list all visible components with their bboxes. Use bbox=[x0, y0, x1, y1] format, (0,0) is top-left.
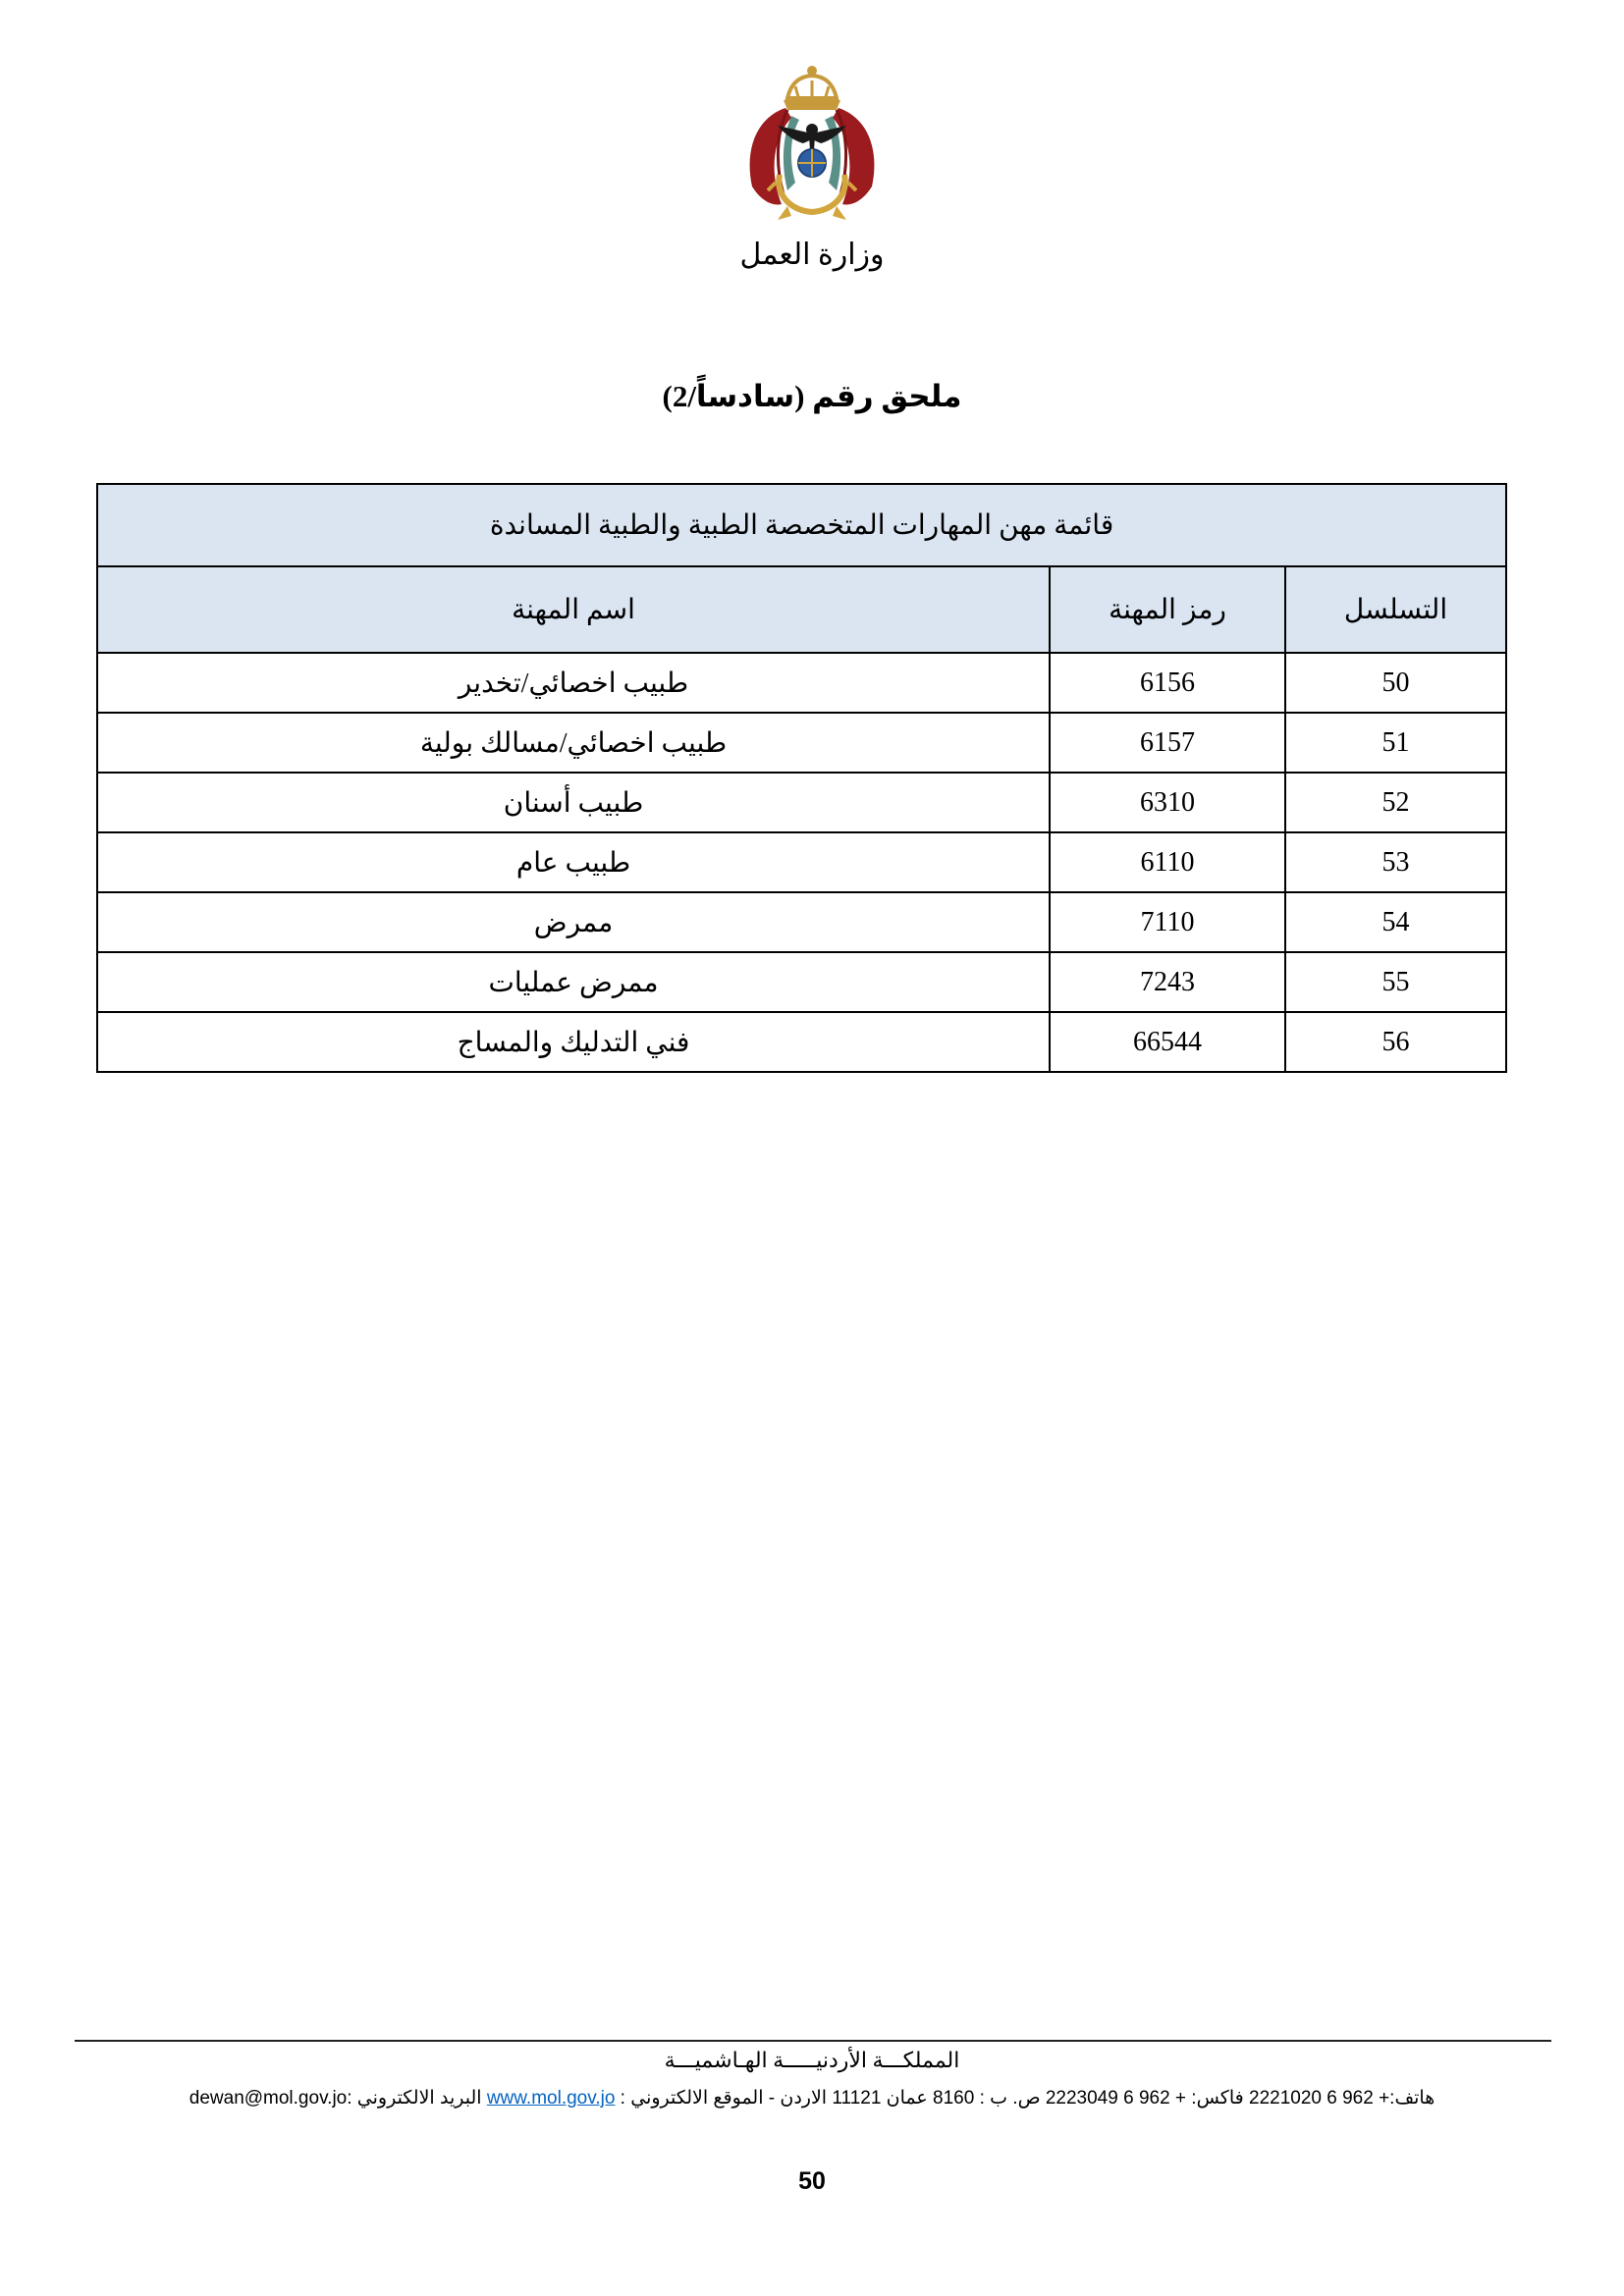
cell-serial: 54 bbox=[1285, 892, 1506, 952]
cell-name: طبيب اخصائي/تخدير bbox=[97, 653, 1050, 713]
skills-table bbox=[96, 483, 1507, 1073]
page-number: 50 bbox=[798, 2167, 826, 2195]
ministry-emblem bbox=[719, 57, 905, 243]
document-title: ملحق رقم (سادساً/2) bbox=[662, 379, 962, 413]
cell-code: 6157 bbox=[1050, 713, 1285, 773]
cell-serial: 55 bbox=[1285, 952, 1506, 1012]
cell-name: ممرض عمليات bbox=[97, 952, 1050, 1012]
cell-serial: 52 bbox=[1285, 773, 1506, 832]
table-caption: قائمة مهن المهارات المتخصصة الطبية والطبية المساندة bbox=[97, 484, 1506, 566]
contact-email-label: البريد الالكتروني : bbox=[347, 2088, 487, 2109]
table-row bbox=[97, 653, 1506, 713]
cell-name: ممرض bbox=[97, 892, 1050, 952]
jordan-coat-of-arms-icon bbox=[719, 57, 905, 243]
cell-serial: 50 bbox=[1285, 653, 1506, 713]
cell-name: طبيب أسنان bbox=[97, 773, 1050, 832]
table-row bbox=[97, 773, 1506, 832]
table-caption-row bbox=[97, 484, 1506, 566]
cell-name: فني التدليك والمساج bbox=[97, 1012, 1050, 1072]
contact-info-text: هاتف:+ 962 6 2221020 فاكس: + 962 6 2223049 ص. ب : 8160 عمان 11121 الاردن - الموقع الالكتروني : bbox=[615, 2088, 1435, 2109]
cell-code: 6310 bbox=[1050, 773, 1285, 832]
table-row bbox=[97, 713, 1506, 773]
header-code: رمز المهنة bbox=[1050, 566, 1285, 653]
cell-serial: 51 bbox=[1285, 713, 1506, 773]
email-link[interactable]: dewan@mol.gov.jo bbox=[189, 2088, 348, 2109]
footer-kingdom-name: المملكـــة الأردنيـــــة الهـاشميـــة bbox=[664, 2048, 960, 2072]
cell-name: طبيب اخصائي/مسالك بولية bbox=[97, 713, 1050, 773]
footer-contact-line bbox=[0, 2087, 1624, 2109]
cell-code: 66544 bbox=[1050, 1012, 1285, 1072]
table-row bbox=[97, 892, 1506, 952]
cell-serial: 53 bbox=[1285, 832, 1506, 892]
website-link[interactable]: www.mol.gov.jo bbox=[486, 2088, 616, 2109]
cell-code: 7110 bbox=[1050, 892, 1285, 952]
table-row bbox=[97, 952, 1506, 1012]
cell-serial: 56 bbox=[1285, 1012, 1506, 1072]
table-row bbox=[97, 1012, 1506, 1072]
cell-code: 6156 bbox=[1050, 653, 1285, 713]
table-header-row bbox=[97, 566, 1506, 653]
ministry-name: وزارة العمل bbox=[739, 239, 885, 271]
cell-code: 6110 bbox=[1050, 832, 1285, 892]
table-row bbox=[97, 832, 1506, 892]
header-name: اسم المهنة bbox=[97, 566, 1050, 653]
header-serial: التسلسل bbox=[1285, 566, 1506, 653]
cell-name: طبيب عام bbox=[97, 832, 1050, 892]
cell-code: 7243 bbox=[1050, 952, 1285, 1012]
footer-divider bbox=[75, 2040, 1551, 2042]
